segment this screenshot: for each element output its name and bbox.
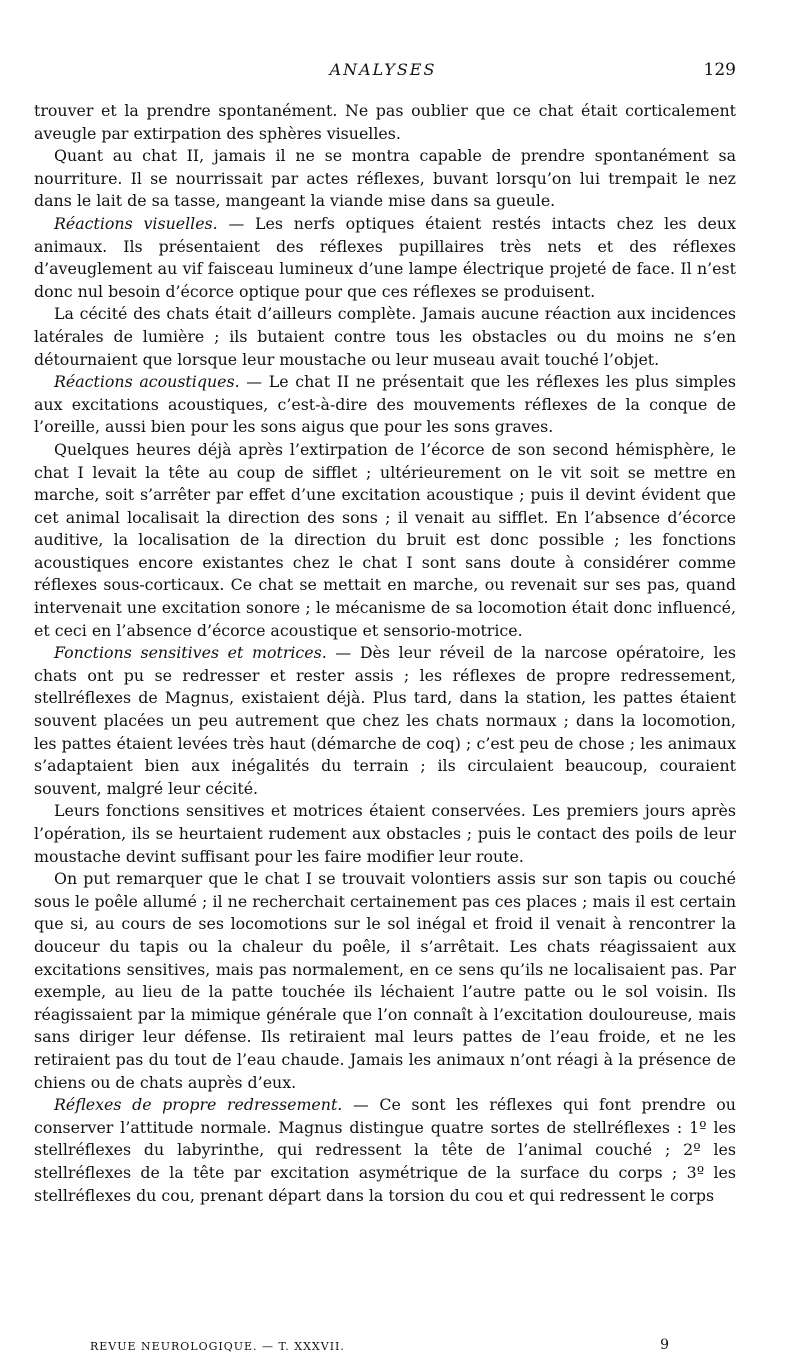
paragraph bbox=[34, 1094, 736, 1207]
journal-reference: REVUE NEUROLOGIQUE. — T. XXXVII. bbox=[90, 1340, 345, 1353]
header-title: ANALYSES bbox=[329, 60, 437, 79]
paragraph bbox=[34, 371, 736, 439]
paragraph-text: Quelques heures déjà après l’extirpation de l’écorce de son second hémisphère, le chat I levait la tête au coup de sifflet ; ultérieurement on le vit soit se mettre en marche, soit s’arrêter par effet d’une excitation acoustique ; puis il devint évident que cet animal localisait la direction des sons ; il venait au sifflet. En l’absence d’écorce auditive, la localisation de la direction du bruit est donc possible ; les fonctions acoustiques encore existantes chez le chat I sont sans doute à considérer comme réflexes sous-corticaux. Ce chat se mettait en marche, ou revenait sur ses pas, quand intervenait une excitation sonore ; le mécanisme de sa locomotion était donc influencé, et ceci en l’absence d’écorce acoustique et sensorio-motrice. bbox=[34, 439, 736, 640]
paragraph bbox=[34, 100, 736, 145]
paragraph bbox=[34, 800, 736, 868]
page-number: 129 bbox=[703, 60, 736, 80]
paragraph bbox=[34, 145, 736, 213]
paragraph bbox=[34, 439, 736, 642]
paragraph-text: Quant au chat II, jamais il ne se montra capable de prendre spontanément sa nourriture. Il se nourrissait par actes réflexes, buvant lorsqu’on lui trempait le nez dans le lait de sa tasse, mangeant la viande mise dans sa gueule. bbox=[34, 146, 736, 211]
section-heading: Réactions visuelles. bbox=[54, 213, 218, 233]
paragraph bbox=[34, 213, 736, 303]
paragraph-text: On put remarquer que le chat I se trouvait volontiers assis sur son tapis ou couché sous le poêle allumé ; il ne recherchait certainement pas ces places ; mais il est certain que si, au cours de ses locomotions sur le sol inégal et froid il venait à rencontrer la douceur du tapis ou la chaleur du poêle, il s’arrêtait. Les chats réagissaient aux excitations sensitives, mais pas normalement, en ce sens qu’ils ne localisaient pas. Par exemple, au lieu de la patte touchée ils léchaient l’autre patte ou le sol voisin. Ils réagissaient par la mimique générale que l’on connaît à l’excitation douloureuse, mais sans diriger leur défense. Ils retiraient mal leurs pattes de l’eau froide, et ne les retiraient pas du tout de l’eau chaude. Jamais les animaux n’ont réagi à la présence de chiens ou de chats auprès d’eux. bbox=[34, 869, 736, 1092]
paragraph-text: — Ce sont les réflexes qui font prendre ou conserver l’attitude normale. Magnus distingue quatre sortes de stellréflexes : 1º les stellréflexes du labyrinthe, qui redressent la tête de l’animal couché ; 2º les stellréflexes de la tête par excitation asymétrique de la surface du corps ; 3º les stellréflexes du cou, prenant départ dans la torsion du cou et qui redressent le corps bbox=[34, 1095, 736, 1205]
paragraph-text: trouver et la prendre spontanément. Ne pas oublier que ce chat était corticalement aveugle par extirpation des sphères visuelles. bbox=[34, 101, 736, 143]
paragraph bbox=[34, 642, 736, 800]
section-heading: Réflexes de propre redressement. bbox=[54, 1095, 343, 1115]
signature-mark: 9 bbox=[660, 1337, 670, 1353]
section-heading: Fonctions sensitives et motrices. bbox=[54, 643, 327, 663]
running-header bbox=[30, 60, 736, 84]
section-heading: Réactions acoustiques. bbox=[54, 372, 240, 392]
paragraph-text: — Le chat II ne présentait que les réflexes les plus simples aux excitations acoustiques, c’est-à-dire des mouvements réflexes de la conque de l’oreille, aussi bien pour les sons aigus que pour les sons graves. bbox=[34, 372, 736, 437]
article-body bbox=[34, 100, 736, 1207]
running-footer bbox=[90, 1337, 670, 1360]
paragraph bbox=[34, 303, 736, 371]
paragraph-text: Leurs fonctions sensitives et motrices étaient conservées. Les premiers jours après l’opération, ils se heurtaient rudement aux obstacles ; puis le contact des poils de leur moustache devint suffisant pour les faire modifier leur route. bbox=[34, 801, 736, 866]
paragraph-text: La cécité des chats était d’ailleurs complète. Jamais aucune réaction aux incidences latérales de lumière ; ils butaient contre tous les obstacles ou du moins ne s’en détournaient que lorsque leur moustache ou leur museau avait touché l’objet. bbox=[34, 304, 736, 369]
paragraph bbox=[34, 868, 736, 1094]
paragraph-text: — Les nerfs optiques étaient restés intacts chez les deux animaux. Ils présentaient des réflexes pupillaires très nets et des réflexes d’aveuglement au vif faisceau lumineux d’une lampe électrique projeté de face. Il n’est donc nul besoin d’écorce optique pour que ces réflexes se produisent. bbox=[34, 213, 736, 301]
paragraph-text: — Dès leur réveil de la narcose opératoire, les chats ont pu se redresser et rester assis ; les réflexes de propre redressement, stellréflexes de Magnus, existaient déjà. Plus tard, dans la station, les pattes étaient souvent placées un peu autrement que chez les chats normaux ; dans la locomotion, les pattes étaient levées très haut (démarche de coq) ; c’est peu de chose ; les animaux s’adaptaient bien aux inégalités du terrain ; ils circulaient beaucoup, couraient souvent, malgré leur cécité. bbox=[34, 643, 736, 798]
